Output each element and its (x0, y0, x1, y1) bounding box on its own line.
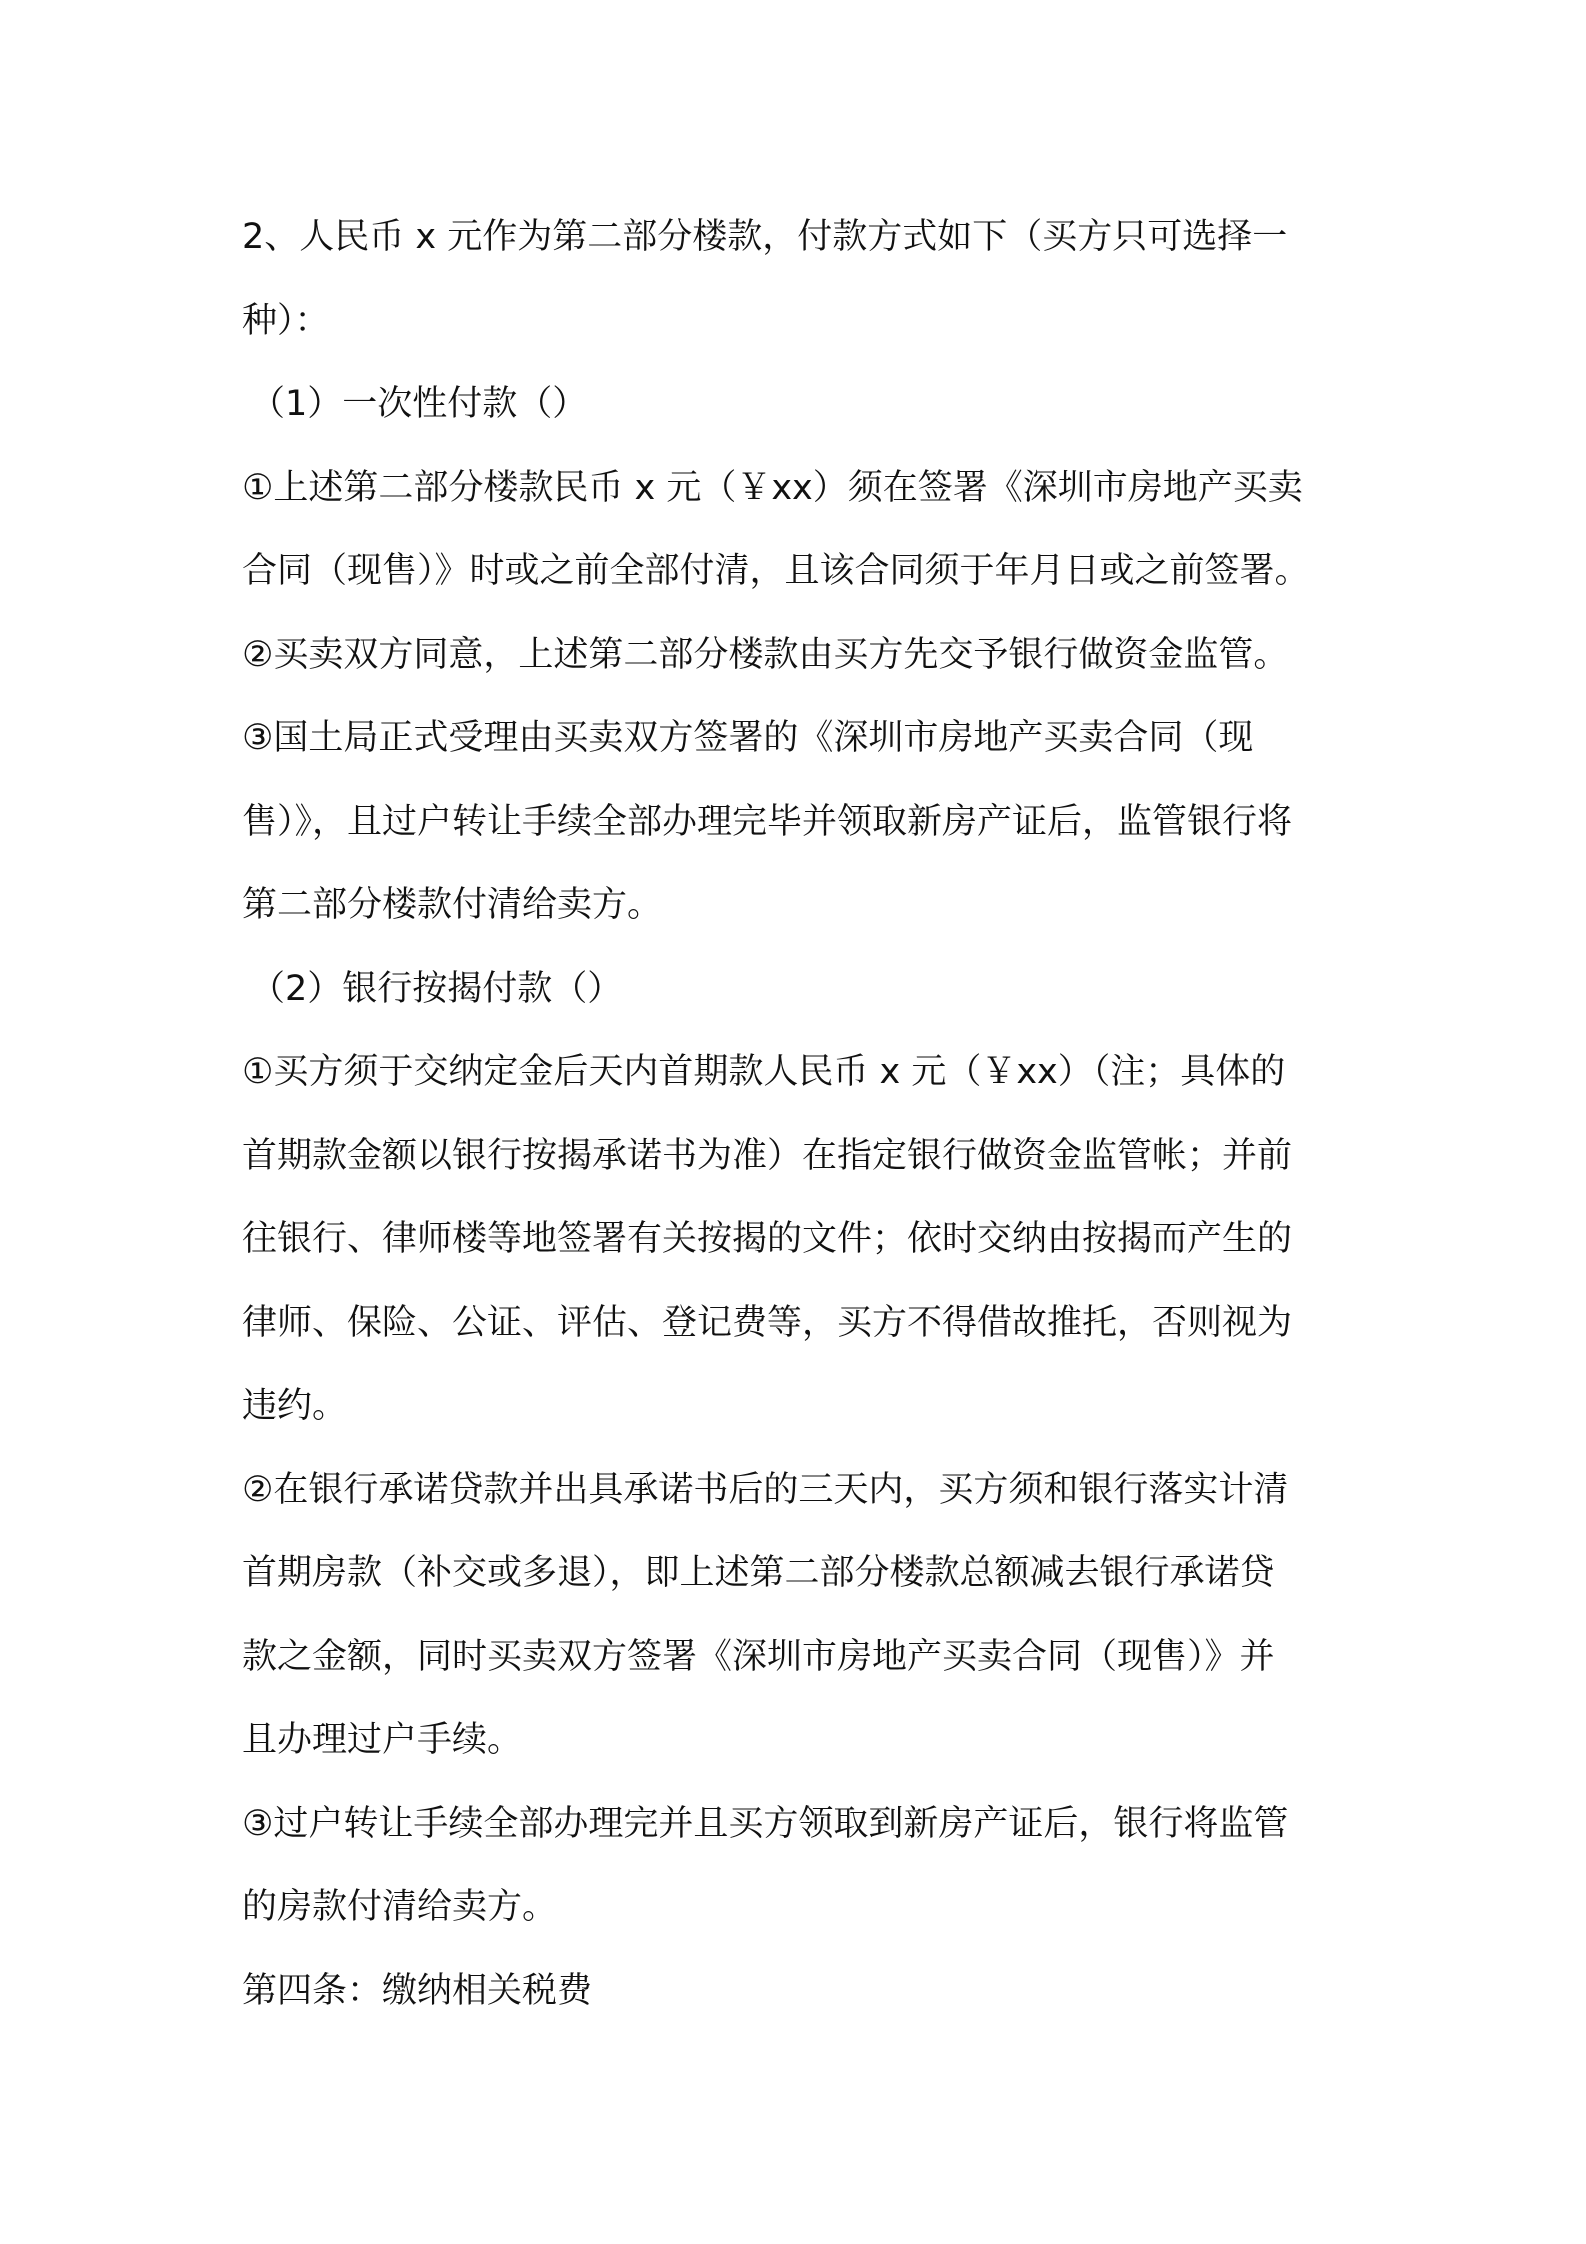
document-body (242, 196, 1362, 2033)
paragraph-line: 违约。 (242, 1386, 348, 1426)
paragraph-line: 首期房款（补交或多退），即上述第二部分楼款总额减去银行承诺贷 (242, 1553, 1275, 1593)
paragraph-line: 且办理过户手续。 (242, 1720, 523, 1760)
article-heading: 第四条：缴纳相关税费 (242, 1970, 593, 2011)
paragraph-line: ③过户转让手续全部办理完并且买方领取到新房产证后，银行将监管 (242, 1803, 1289, 1844)
paragraph-line: ①买方须于交纳定金后天内首期款人民币 x 元（￥xx）（注；具体的 (242, 1052, 1286, 1092)
paragraph-line: 合同（现售）》时或之前全部付清，且该合同须于年月日或之前签署。 (242, 551, 1310, 591)
paragraph-line: 的房款付清给卖方。 (242, 1887, 558, 1927)
paragraph-line: 往银行、律师楼等地签署有关按揭的文件；依时交纳由按揭而产生的 (242, 1219, 1293, 1259)
paragraph-line: 首期款金额以银行按揭承诺书为准）在指定银行做资金监管帐；并前 (242, 1135, 1293, 1176)
section-heading: （2）银行按揭付款（） (250, 968, 623, 1009)
paragraph-line: 2、人民币 x 元作为第二部分楼款，付款方式如下（买方只可选择一 (242, 217, 1288, 257)
paragraph-line: 律师、保险、公证、评估、登记费等，买方不得借故推托，否则视为 (242, 1302, 1293, 1343)
paragraph-line: 售）》，且过户转让手续全部办理完毕并领取新房产证后，监管银行将 (242, 801, 1293, 842)
paragraph-line: ①上述第二部分楼款民币 x 元（￥xx）须在签署《深圳市房地产买卖 (242, 467, 1303, 508)
paragraph-line: ②买卖双方同意，上述第二部分楼款由买方先交予银行做资金监管。 (242, 634, 1289, 675)
paragraph-line: 第二部分楼款付清给卖方。 (242, 885, 663, 925)
paragraph-line: 款之金额，同时买卖双方签署《深圳市房地产买卖合同（现售）》并 (242, 1636, 1275, 1677)
paragraph-line: ③国土局正式受理由买卖双方签署的《深圳市房地产买卖合同（现 (242, 718, 1254, 758)
paragraph-line: ②在银行承诺贷款并出具承诺书后的三天内，买方须和银行落实计清 (242, 1469, 1289, 1510)
section-heading: （1）一次性付款（） (250, 384, 588, 424)
paragraph-line: 种）： (242, 300, 330, 341)
